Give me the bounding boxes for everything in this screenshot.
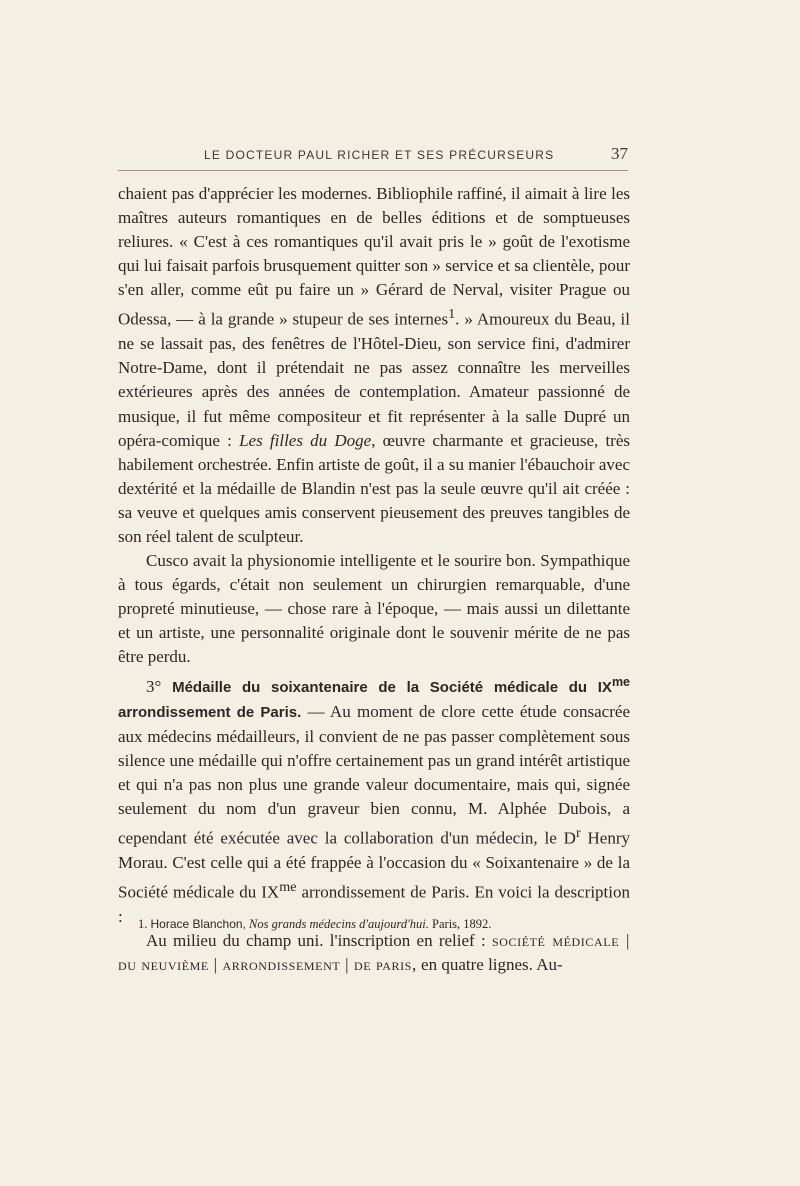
footnote-work: Nos grands médecins d'aujourd'hui.: [249, 917, 429, 931]
section-heading: Médaille du soixantenaire de la Société médicale du $IX^{me}$ arrondissement de Paris.: [118, 674, 631, 721]
running-title: LE DOCTEUR PAUL RICHER ET SES PRÉCURSEURS: [204, 148, 555, 162]
inscription-text: société médicale | du neuvième | arrondissement | de paris,: [118, 930, 630, 974]
body-text: [118, 182, 630, 977]
opera-title: Les filles du Doge: [239, 430, 372, 450]
paragraph-continuation: chaient pas d'apprécier les modernes. Bibliophile raffiné, il aimait à lire les maîtres auteurs romantiques en de belles éditions et de somptueuses reliures. « C'est à ces romantiques qu'il avait pris le » goût de l'exotisme qui lui faisait parfois brusquement quitter son » service et sa clientèle, pour s'en aller, comme eût pu faire un » Gérard de Nerval, visiter Prague ou Odessa, — à la grande » stupeur de ses internes$^1$. » Amoureux du Beau, il ne se lassait pas, des fenêtres de l'Hôtel-Dieu, son service fini, d'admirer Notre-Dame, dont il prétendait ne pas assez connaître les merveilles extérieures après des années de contemplation. Amateur passionné de musique, il fut même compositeur et fit représenter à la salle Dupré un opéra-comique : Les filles du Doge, œuvre charmante et gracieuse, très habilement orchestrée. Enfin artiste de goût, il a su manier l'ébauchoir avec dextérité et la médaille de Blandin n'est pas la seule œuvre qu'il ait créée : sa veuve et quelques amis conservent pieusement des preuves tangibles de son réel talent de sculpteur.: [118, 184, 630, 546]
header-rule: [118, 170, 628, 171]
paragraph-cusco: Cusco avait la physionomie intelligente et le sourire bon. Sympathique à tous égards, c'était non seulement un chirurgien remarquable, d'une propreté minutieuse, — chose rare à l'époque, — mais aussi un dilettante et un artiste, une personnalité originale dont le souvenir mérite de ne pas être perdu.: [118, 551, 630, 667]
section-number: 3°: [146, 676, 162, 696]
paragraph-inscription: Au milieu du champ uni. l'inscription en relief : société médicale | du neuvième | arrondissement | de paris, en quatre lignes. Au-: [118, 930, 630, 974]
paragraph-medal-section: 3° Médaille du soixantenaire de la Société médicale du $IX^{me}$ arrondissement de Paris. — Au moment de clore cette étude consacrée aux médecins médailleurs, il convient de ne pas passer complètement sous silence une médaille qui n'offre certainement pas un grand intérêt artistique et qui n'a pas non plus une grande valeur documentaire, mais qui, signée seulement du nom d'un graveur bien connu, M. Alphée Dubois, a cependant été exécutée avec la collaboration d'un médecin, le $D^r$ Henry Morau. C'est celle qui a été frappée à l'occasion du « Soixantenaire » de la Société médicale du $IX^{me}$ arrondissement de Paris. En voici la description :: [118, 674, 631, 926]
page-number: 37: [611, 144, 628, 163]
footnote-place-date: Paris, 1892.: [432, 917, 492, 931]
footnote: [138, 917, 628, 932]
footnote-number: 1.: [138, 917, 148, 931]
footnote-author: Horace Blanchon,: [150, 917, 246, 931]
running-head: [118, 144, 628, 164]
footnote-reference: 1: [448, 306, 456, 323]
